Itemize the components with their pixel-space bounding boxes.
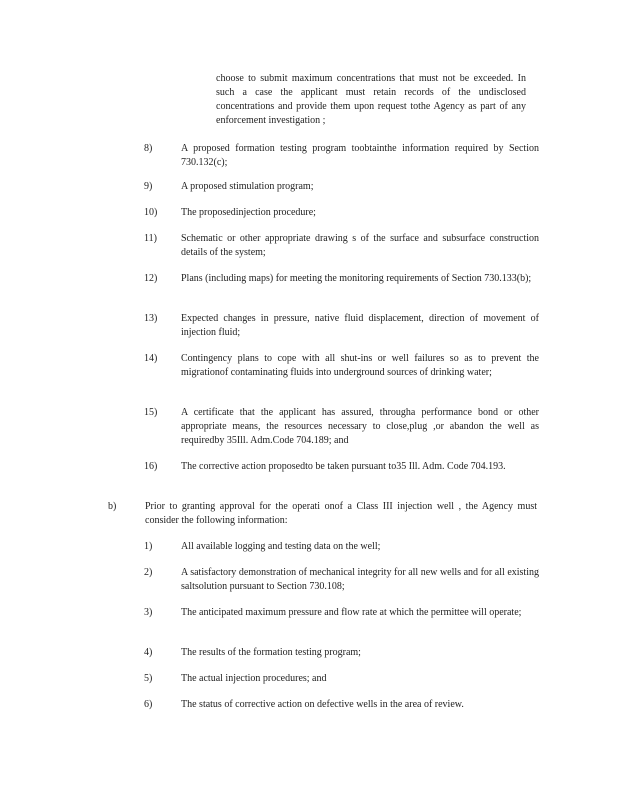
item-number: 15) bbox=[144, 407, 158, 418]
item-text: A satisfactory demonstration of mechanical integrity for all new wells and for all existing saltsolution pursuant to Section 730.108; bbox=[181, 567, 539, 592]
item-number: 11) bbox=[144, 233, 157, 244]
item-number: 1) bbox=[144, 541, 153, 552]
item-number: 3) bbox=[144, 607, 153, 618]
item-text: Contingency plans to cope with all shut-ins or well failures so as to prevent the migrationof contaminating fluids into underground sources of drinking water; bbox=[181, 353, 539, 378]
item-text: A certificate that the applicant has assured, througha performance bond or other appropriate means, the resources necessary to close,plug ,or abandon the well as requiredby 35Ill. Adm.Code 704.189; and bbox=[181, 407, 539, 446]
item-number: 5) bbox=[144, 673, 153, 684]
item-number: 12) bbox=[144, 273, 158, 284]
item-number: 9) bbox=[144, 181, 153, 192]
item-text: The results of the formation testing program; bbox=[181, 647, 361, 658]
section-text: Prior to granting approval for the operati onof a Class III injection well , the Agency must consider the following information: bbox=[145, 501, 537, 526]
item-text: The status of corrective action on defective wells in the area of review. bbox=[181, 699, 464, 710]
item-text: The actual injection procedures; and bbox=[181, 673, 327, 684]
item-text: Expected changes in pressure, native fluid displacement, direction of movement of injection fluid; bbox=[181, 313, 539, 338]
item-text: The proposedinjection procedure; bbox=[181, 207, 316, 218]
item-number: 2) bbox=[144, 567, 153, 578]
item-text: Plans (including maps) for meeting the monitoring requirements of Section 730.133(b); bbox=[181, 273, 532, 284]
item-number: 16) bbox=[144, 461, 158, 472]
item-number: 6) bbox=[144, 699, 153, 710]
item-text: All available logging and testing data on the well; bbox=[181, 541, 381, 552]
item-text: Schematic or other appropriate drawing s of the surface and subsurface construction details of the system; bbox=[181, 233, 539, 258]
continuation-paragraph: choose to submit maximum concentrations that must not be exceeded. In such a case the applicant must retain records of the undisclosed concentrations and provide them upon request tothe Agency as part of any enforcement investigation ; bbox=[216, 73, 526, 126]
item-number: 14) bbox=[144, 353, 158, 364]
item-text: The corrective action proposedto be taken pursuant to35 Ill. Adm. Code 704.193. bbox=[181, 461, 506, 472]
item-text: The anticipated maximum pressure and flow rate at which the permittee will operate; bbox=[181, 607, 522, 618]
item-text: A proposed formation testing program toobtainthe information required by Section 730.132(c); bbox=[181, 143, 539, 168]
item-number: 8) bbox=[144, 143, 153, 154]
section-label: b) bbox=[108, 501, 117, 512]
item-number: 13) bbox=[144, 313, 158, 324]
item-number: 10) bbox=[144, 207, 158, 218]
item-number: 4) bbox=[144, 647, 153, 658]
item-text: A proposed stimulation program; bbox=[181, 181, 314, 192]
